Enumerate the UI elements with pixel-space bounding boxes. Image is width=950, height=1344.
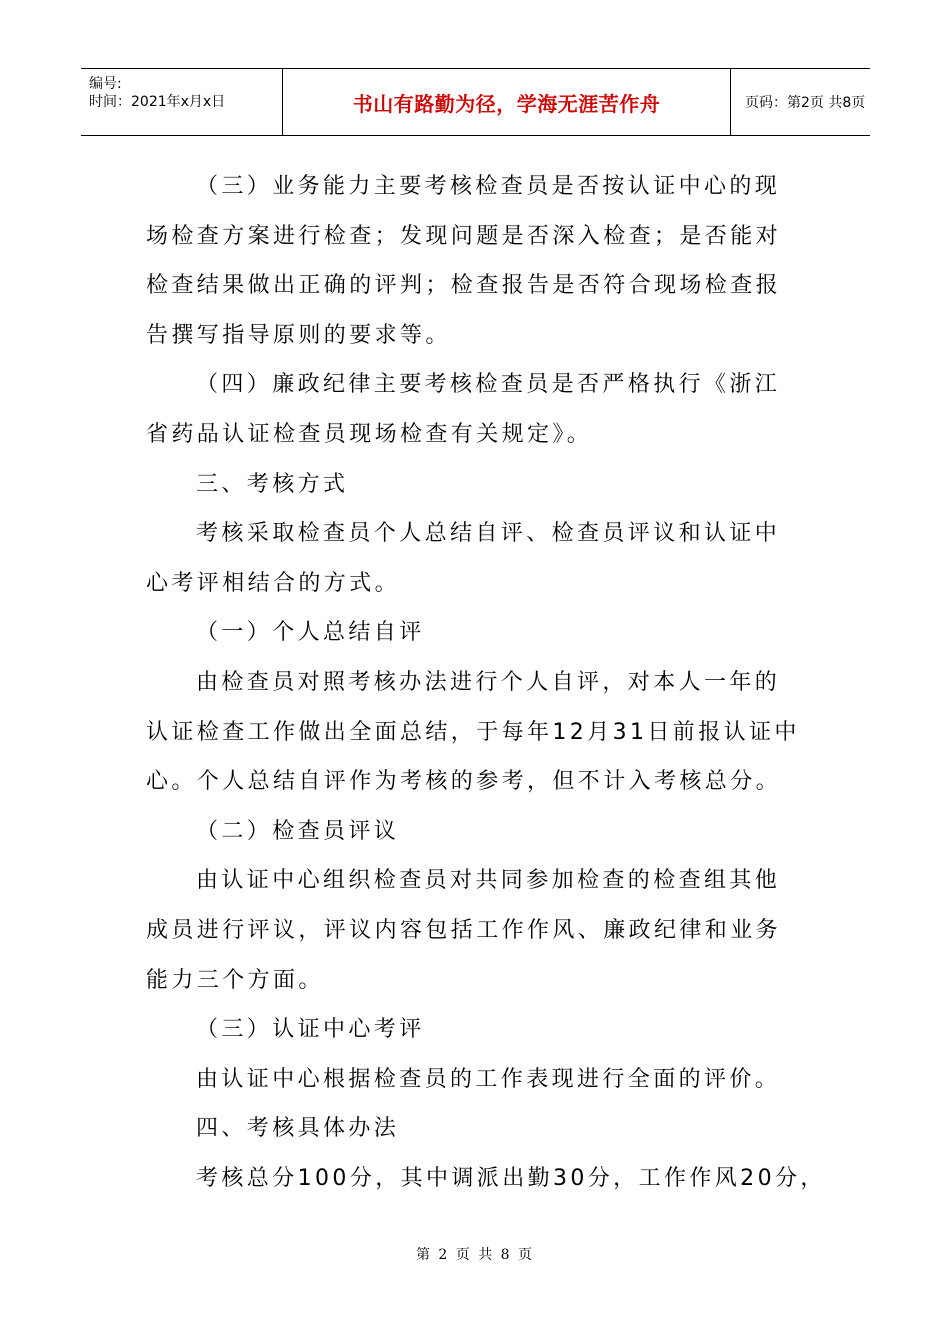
body-line: （四）廉政纪律主要考核检查员是否严格执行《浙江: [196, 372, 781, 398]
body-line: 考核总分100分，其中调派出勤30分，工作作风20分，: [196, 1165, 826, 1191]
subsection-heading: （二）检查员评议: [196, 818, 400, 844]
body-line: 能力三个方面。: [146, 967, 324, 993]
subsection-heading: （一）个人总结自评: [196, 620, 425, 646]
page-header: [81, 68, 870, 136]
body-line: 场检查方案进行检查；发现问题是否深入检查；是否能对: [146, 223, 782, 249]
subsection-heading: （三）认证中心考评: [196, 1017, 425, 1043]
body-line: 考核采取检查员个人总结自评、检查员评议和认证中: [196, 521, 781, 547]
body-line: 认证检查工作做出全面总结，于每年12月31日前报认证中: [146, 719, 800, 745]
body-line: 心考评相结合的方式。: [146, 570, 401, 596]
header-page-cell: [731, 69, 870, 135]
body-line: 由检查员对照考核办法进行个人自评，对本人一年的: [196, 669, 781, 695]
body-line: 告撰写指导原则的要求等。: [146, 322, 451, 348]
section-heading: 三、考核方式: [196, 471, 349, 497]
body-line: 省药品认证检查员现场检查有关规定》。: [146, 421, 593, 447]
header-motto: 书山有路勤为径，学海无涯苦作舟: [352, 91, 661, 116]
page-footer: 第 2 页 共 8 页: [415, 1247, 535, 1263]
header-motto-cell: [282, 69, 731, 135]
body-line: （三）业务能力主要考核检查员是否按认证中心的现: [196, 174, 781, 199]
body-line: 由认证中心根据检查员的工作表现进行全面的评价。: [196, 1066, 781, 1092]
body-line: 心。个人总结自评作为考核的参考，但不计入考核总分。: [146, 769, 782, 795]
header-page-info: 页码：第2页 共8页: [745, 95, 866, 111]
body-line: 由认证中心组织检查员对共同参加检查的检查组其他: [196, 868, 781, 894]
document-number-label: 编号:: [89, 76, 122, 92]
header-meta-cell: [81, 69, 282, 135]
body-line: 成员进行评议，评议内容包括工作作风、廉政纪律和业务: [146, 917, 782, 943]
document-time-label: 时间：2021年x月x日: [89, 94, 226, 110]
section-heading: 四、考核具体办法: [196, 1116, 400, 1142]
document-body: [146, 162, 826, 1203]
body-line: 检查结果做出正确的评判；检查报告是否符合现场检查报: [146, 273, 782, 299]
